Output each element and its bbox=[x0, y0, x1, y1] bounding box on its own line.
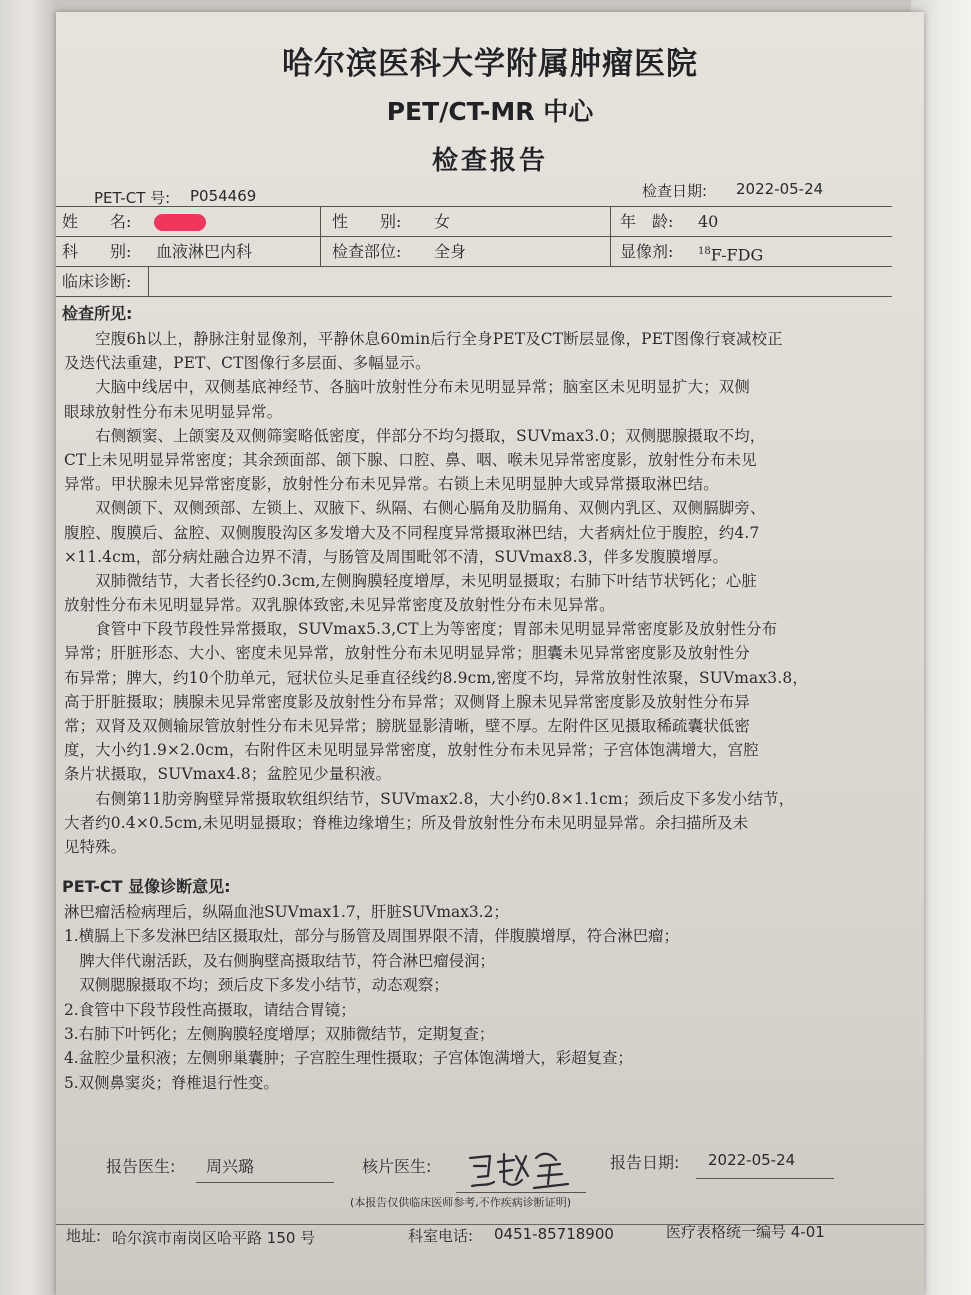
findings-line: 双侧颌下、双侧颈部、左锁上、双腋下、纵隔、右侧心膈角及肋膈角、双侧内乳区、双侧膈脚旁、 bbox=[64, 499, 766, 518]
findings-line: 双肺微结节，大者长径约0.3cm,左侧胸膜轻度增厚，未见明显摄取；右肺下叶结节状钙化；心脏 bbox=[64, 571, 757, 590]
age-label: 年 龄: bbox=[620, 212, 674, 231]
agent-isotope: 18 bbox=[698, 246, 711, 257]
age-value: 40 bbox=[698, 212, 719, 231]
name-redacted bbox=[154, 207, 206, 236]
report-doctor-label: 报告医生: bbox=[106, 1157, 176, 1176]
dept-label: 科 别: bbox=[62, 242, 132, 261]
findings-line: 大者约0.4×0.5cm,未见明显摄取；脊椎边缘增生；所及骨放射性分布未见明显异常。余扫描所及未 bbox=[64, 813, 749, 832]
address: 哈尔滨市南岗区哈平路 150 号 bbox=[112, 1229, 316, 1247]
findings-line: 异常；肝脏形态、大小、密度未见异常，放射性分布未见明显异常；胆囊未见异常密度影及放射性分 bbox=[64, 644, 750, 663]
exam-date: 2022-05-24 bbox=[736, 180, 824, 198]
info-row-1 bbox=[56, 207, 892, 237]
findings-line: 空腹6h以上，静脉注射显像剂，平静休息60min后行全身PET及CT断层显像，PET图像行衰减校正 bbox=[64, 330, 783, 348]
diagnosis-line: 3.右肺下叶钙化；左侧胸膜轻度增厚；双肺微结节，定期复查； bbox=[64, 1024, 495, 1043]
diagnosis-title: PET-CT 显像诊断意见: bbox=[62, 877, 231, 896]
gender-value: 女 bbox=[434, 212, 451, 231]
findings-title: 检查所见: bbox=[62, 304, 133, 323]
diagnosis-line: 4.盆腔少量积液；左侧卵巢囊肿；子宫腔生理性摄取；子宫体饱满增大，彩超复查； bbox=[64, 1049, 633, 1068]
findings-line: CT上未见明显异常密度；其余颈面部、颌下腺、口腔、鼻、咽、喉未见异常密度影，放射性分布未见 bbox=[64, 450, 757, 469]
disclaimer: (本报告仅供临床医师参考,不作疾病诊断证明) bbox=[350, 1196, 572, 1209]
phone-label: 科室电话: bbox=[408, 1227, 474, 1245]
diagnosis-line: 脾大伴代谢活跃，及右侧胸壁高摄取结节，符合淋巴瘤侵润； bbox=[64, 951, 495, 970]
agent-name: F-FDG bbox=[710, 245, 764, 265]
findings-line: 条片状摄取，SUVmax4.8；盆腔见少量积液。 bbox=[64, 765, 392, 784]
findings-line: 度，大小约1.9×2.0cm，右附件区未见明显异常密度，放射性分布未见异常；子宫体饱满增大，宫腔 bbox=[64, 741, 759, 760]
findings-line: 见特殊。 bbox=[64, 837, 127, 856]
findings-line: 右侧第11肋旁胸壁异常摄取软组织结节，SUVmax2.8，大小约0.8×1.1cm；颈后皮下多发小结节， bbox=[64, 789, 795, 808]
reviewer-label: 核片医生: bbox=[362, 1157, 432, 1176]
findings-line: 异常。甲状腺未见异常密度影，放射性分布未见异常。右锁上未见明显肿大或异常摄取淋巴结。 bbox=[64, 475, 719, 494]
report-date-label: 报告日期: bbox=[610, 1153, 680, 1172]
diagnosis-line: 2.食管中下段节段性高摄取，请结合胃镜； bbox=[64, 1000, 356, 1019]
name-label: 姓 名: bbox=[62, 212, 132, 231]
findings-line: 大脑中线居中，双侧基底神经节、各脑叶放射性分布未见明显异常；脑室区未见明显扩大；双侧 bbox=[64, 378, 750, 397]
hospital-name: 哈尔滨医科大学附属肿瘤医院 bbox=[282, 46, 698, 82]
address-label: 地址: bbox=[66, 1227, 102, 1245]
report-paper bbox=[56, 12, 924, 1295]
findings-line: 常；双肾及双侧输尿管放射性分布未见异常；膀胱显影清晰，壁不厚。左附件区见摄取稀疏囊状低密 bbox=[64, 717, 750, 735]
diagnosis-line: 5.双侧鼻窦炎；脊椎退行性变。 bbox=[64, 1073, 279, 1092]
findings-line: 高于肝脏摄取；胰腺未见异常密度影及放射性分布异常；双侧肾上腺未见异常密度影及放射性分布异 bbox=[64, 692, 750, 711]
findings-line: ×11.4cm，部分病灶融合边界不清，与肠管及周围毗邻不清，SUVmax8.3，伴多发腹膜增厚。 bbox=[64, 547, 729, 566]
findings-line: 右侧额窦、上颌窦及双侧筛窦略低密度，伴部分不均匀摄取，SUVmax3.0；双侧腮腺摄取不均， bbox=[64, 426, 766, 445]
phone: 0451-85718900 bbox=[494, 1225, 614, 1243]
exam-site-value: 全身 bbox=[434, 242, 467, 261]
petct-number: P054469 bbox=[190, 187, 257, 205]
findings-line: 及迭代法重建，PET、CT图像行多层面、多幅显示。 bbox=[64, 354, 431, 373]
redaction-mark bbox=[154, 214, 206, 231]
findings-line: 放射性分布未见明显异常。双乳腺体致密,未见异常密度及放射性分布未见异常。 bbox=[64, 596, 615, 615]
diagnosis-line: 1.横膈上下多发淋巴结区摄取灶，部分与肠管及周围界限不清，伴腹膜增厚，符合淋巴瘤； bbox=[64, 927, 679, 946]
gender-label: 性 别: bbox=[332, 212, 402, 231]
report-date: 2022-05-24 bbox=[708, 1151, 796, 1169]
dept-value: 血液淋巴内科 bbox=[156, 242, 253, 261]
report-title: 检查报告 bbox=[431, 146, 548, 176]
clinical-diagnosis-label: 临床诊断: bbox=[62, 272, 132, 291]
exam-date-label: 检查日期: bbox=[642, 182, 708, 200]
info-row-2 bbox=[56, 237, 892, 267]
agent-label: 显像剂: bbox=[620, 242, 674, 261]
exam-site-label: 检查部位: bbox=[332, 242, 402, 261]
findings-line: 腹腔、腹膜后、盆腔、双侧腹股沟区多发增大及不同程度异常摄取淋巴结，大者病灶位于腹腔，约4.7 bbox=[64, 523, 760, 542]
findings-text bbox=[64, 327, 890, 859]
reviewer-signature bbox=[464, 1146, 576, 1194]
agent-value bbox=[698, 237, 763, 266]
report-doctor-name: 周兴璐 bbox=[206, 1157, 255, 1176]
findings-line: 布异常；脾大，约10个肋单元，冠状位头足垂直径线约8.9cm,密度不均，异常放射性浓聚，SUVmax3.8， bbox=[64, 668, 808, 687]
center-name: PET/CT-MR 中心 bbox=[386, 97, 594, 126]
form-number: 医疗表格统一编号 4-01 bbox=[666, 1223, 825, 1241]
findings-line: 眼球放射性分布未见明显异常。 bbox=[64, 402, 283, 421]
petct-label: PET-CT 号: bbox=[94, 189, 171, 207]
patient-info-table bbox=[56, 206, 892, 297]
diagnosis-line: 淋巴瘤活检病理后，纵隔血池SUVmax1.7，肝脏SUVmax3.2； bbox=[64, 903, 509, 921]
diagnosis-line: 双侧腮腺摄取不均；颈后皮下多发小结节，动态观察； bbox=[64, 976, 449, 995]
diagnosis-text bbox=[64, 900, 890, 1095]
info-row-3 bbox=[56, 267, 892, 297]
findings-line: 食管中下段节段性异常摄取，SUVmax5.3,CT上为等密度；胃部未见明显异常密度影及放射性分布 bbox=[64, 620, 778, 639]
